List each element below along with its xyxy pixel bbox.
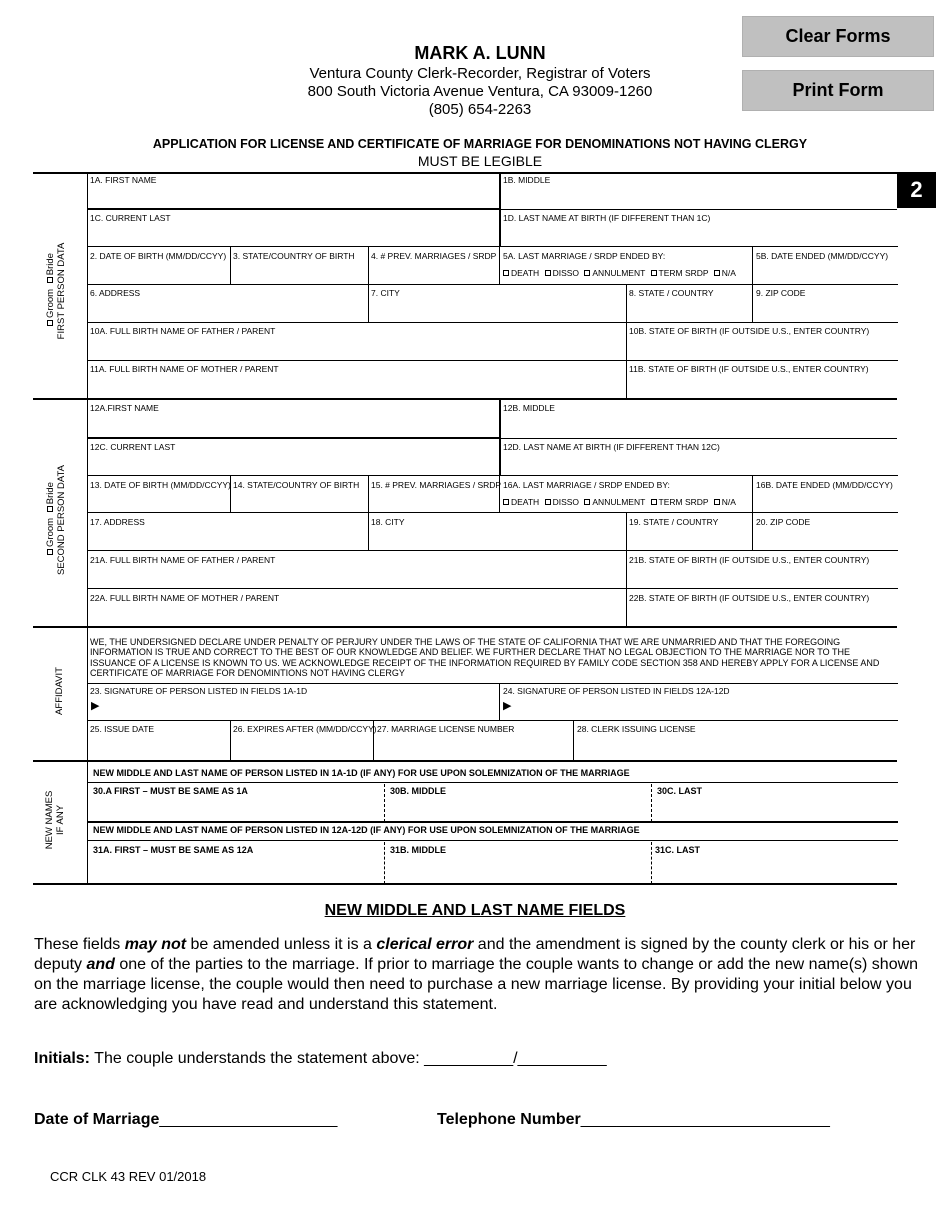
field-22a-label: 22A. FULL BIRTH NAME OF MOTHER / PARENT <box>90 593 280 603</box>
na-checkbox[interactable] <box>714 270 720 276</box>
disso-checkbox[interactable] <box>545 499 551 505</box>
new-names-heading-1: NEW MIDDLE AND LAST NAME OF PERSON LISTED IN 1A-1D (IF ANY) FOR USE UPON SOLEMNIZATION OF THE MARRIAGE <box>93 768 630 778</box>
groom-checkbox[interactable] <box>47 320 53 326</box>
bride-checkbox[interactable] <box>47 506 53 512</box>
office-line: Ventura County Clerk-Recorder, Registrar of Voters <box>309 65 651 82</box>
side-divider <box>87 172 88 884</box>
field-23-label: 23. SIGNATURE OF PERSON LISTED IN FIELDS 1A-1D <box>90 686 308 696</box>
date-of-marriage-line: Date of Marriage____________________ <box>34 1111 338 1128</box>
field-31b-label: 31B. MIDDLE <box>390 845 447 855</box>
field-13-label: 13. DATE OF BIRTH (MM/DD/CCYY) <box>90 480 231 490</box>
field-11b-label: 11B. STATE OF BIRTH (IF OUTSIDE U.S., ENTER COUNTRY) <box>629 364 869 374</box>
field-5b-label: 5B. DATE ENDED (MM/DD/CCYY) <box>756 251 889 261</box>
field-12d-label: 12D. LAST NAME AT BIRTH (IF DIFFERENT THAN 12C) <box>503 442 720 452</box>
field-8-label: 8. STATE / COUNTRY <box>629 288 714 298</box>
field-27-label: 27. MARRIAGE LICENSE NUMBER <box>377 724 515 734</box>
field-1c-label: 1C. CURRENT LAST <box>90 213 171 223</box>
field-28-label: 28. CLERK ISSUING LICENSE <box>577 724 696 734</box>
field-4-label: 4. # PREV. MARRIAGES / SRDP <box>371 251 497 261</box>
form-code: CCR CLK 43 REV 01/2018 <box>50 1169 207 1184</box>
field-21b-label: 21B. STATE OF BIRTH (IF OUTSIDE U.S., ENTER COUNTRY) <box>629 555 870 565</box>
phone-line: (805) 654-2263 <box>428 101 532 118</box>
field-21a-label: 21A. FULL BIRTH NAME OF FATHER / PARENT <box>90 555 276 565</box>
field-1d-label: 1D. LAST NAME AT BIRTH (IF DIFFERENT THAN 1C) <box>503 213 711 223</box>
disso-checkbox[interactable] <box>545 270 551 276</box>
affidavit-text: WE, THE UNDERSIGNED DECLARE UNDER PENALTY OF PERJURY UNDER THE LAWS OF THE STATE OF CALIFORNIA THAT WE ARE UNMARRIED AND THAT THE FOREGOING INFORMATION IS TRUE AND CORRECT TO THE BEST OF OUR KNOWLEDGE AND BELIEF. WE FURTHER DECLARE THAT NO LEGAL OBJECTION TO THE MARRIAGE NOR TO THE ISSUANCE OF A LICENSE IS KNOWN TO US. WE ACKNOWLEDGE RECEIPT OF THE INFORMATION REQUIRED BY FAMILY CODE SECTION 358 AND HEREBY APPLY FOR A LICENSE AND CERTIFICATE OF MARRIAGE FOR DENOMINTIONS NOT HAVING CLERGY <box>90 637 880 679</box>
field-14-label: 14. STATE/COUNTRY OF BIRTH <box>233 480 360 490</box>
field-16b-label: 16B. DATE ENDED (MM/DD/CCYY) <box>756 480 893 490</box>
annulment-checkbox[interactable] <box>584 270 590 276</box>
field-11a-label: 11A. FULL BIRTH NAME OF MOTHER / PARENT <box>90 364 279 374</box>
form-title: APPLICATION FOR LICENSE AND CERTIFICATE OF MARRIAGE FOR DENOMINATIONS NOT HAVING CLERGY <box>152 137 808 151</box>
annulment-checkbox[interactable] <box>584 499 590 505</box>
field-6-label: 6. ADDRESS <box>90 288 141 298</box>
initials-line: Initials: The couple understands the statement above: __________/__________ <box>34 1050 607 1067</box>
field-24-label: 24. SIGNATURE OF PERSON LISTED IN FIELDS 12A-12D <box>503 686 730 696</box>
second-person-side-label: Groom Bride SECOND PERSON DATA <box>45 465 67 575</box>
field-20-label: 20. ZIP CODE <box>756 517 811 527</box>
page-number-badge: 2 <box>897 172 936 208</box>
field-5a-options: DEATH DISSO ANNULMENT TERM SRDP N/A <box>500 268 736 278</box>
field-1b-label: 1B. MIDDLE <box>503 175 551 185</box>
field-1a-label: 1A. FIRST NAME <box>90 175 157 185</box>
form-subtitle: MUST BE LEGIBLE <box>417 153 543 169</box>
term-srdp-checkbox[interactable] <box>651 270 657 276</box>
address-line: 800 South Victoria Avenue Ventura, CA 93009-1260 <box>307 83 653 100</box>
field-22b-label: 22B. STATE OF BIRTH (IF OUTSIDE U.S., ENTER COUNTRY) <box>629 593 870 603</box>
death-checkbox[interactable] <box>503 499 509 505</box>
field-12a-label: 12A.FIRST NAME <box>90 403 159 413</box>
signature-23-arrow-icon: ▶ <box>91 700 100 712</box>
field-30a-label: 30.A FIRST – MUST BE SAME AS 1A <box>93 786 248 796</box>
field-19-label: 19. STATE / COUNTRY <box>629 517 719 527</box>
field-10a-label: 10A. FULL BIRTH NAME OF FATHER / PARENT <box>90 326 276 336</box>
field-3-label: 3. STATE/COUNTRY OF BIRTH <box>233 251 355 261</box>
initials-blank[interactable]: __________/__________ <box>424 1050 607 1067</box>
notice-title: NEW MIDDLE AND LAST NAME FIELDS <box>324 902 626 919</box>
field-9-label: 9. ZIP CODE <box>756 288 806 298</box>
death-checkbox[interactable] <box>503 270 509 276</box>
field-7-label: 7. CITY <box>371 288 400 298</box>
field-12c-label: 12C. CURRENT LAST <box>90 442 176 452</box>
field-10b-label: 10B. STATE OF BIRTH (IF OUTSIDE U.S., ENTER COUNTRY) <box>629 326 870 336</box>
new-names-side-label: NEW NAMES IF ANY <box>44 790 66 850</box>
date-of-marriage-blank[interactable]: ____________________ <box>159 1111 338 1128</box>
telephone-blank[interactable]: ____________________________ <box>580 1111 830 1128</box>
bride-checkbox[interactable] <box>47 277 53 283</box>
field-30c-label: 30C. LAST <box>657 786 703 796</box>
clear-forms-button[interactable]: Clear Forms <box>742 16 934 57</box>
field-31c-label: 31C. LAST <box>655 845 701 855</box>
clerk-name: MARK A. LUNN <box>414 43 546 63</box>
groom-checkbox[interactable] <box>47 549 53 555</box>
field-17-label: 17. ADDRESS <box>90 517 145 527</box>
field-5a-label: 5A. LAST MARRIAGE / SRDP ENDED BY: <box>503 251 666 261</box>
field-30b-label: 30B. MIDDLE <box>390 786 447 796</box>
first-person-side-label: Groom Bride FIRST PERSON DATA <box>45 242 67 340</box>
field-16a-label: 16A. LAST MARRIAGE / SRDP ENDED BY: <box>503 480 670 490</box>
section-border <box>33 172 897 174</box>
na-checkbox[interactable] <box>714 499 720 505</box>
signature-24-arrow-icon: ▶ <box>503 700 512 712</box>
field-26-label: 26. EXPIRES AFTER (MM/DD/CCYY) <box>233 724 377 734</box>
field-12b-label: 12B. MIDDLE <box>503 403 555 413</box>
field-16a-options: DEATH DISSO ANNULMENT TERM SRDP N/A <box>500 497 736 507</box>
field-31a-label: 31A. FIRST – MUST BE SAME AS 12A <box>93 845 254 855</box>
field-2-label: 2. DATE OF BIRTH (MM/DD/CCYY) <box>90 251 227 261</box>
term-srdp-checkbox[interactable] <box>651 499 657 505</box>
affidavit-side-label: AFFIDAVIT <box>54 667 65 715</box>
new-names-heading-2: NEW MIDDLE AND LAST NAME OF PERSON LISTED IN 12A-12D (IF ANY) FOR USE UPON SOLEMNIZATION OF THE MARRIAGE <box>93 825 640 835</box>
field-15-label: 15. # PREV. MARRIAGES / SRDP <box>371 480 502 490</box>
notice-paragraph: These fields may not be amended unless it is a clerical error and the amendment is signed by the county clerk or his or her deputy and one of the parties to the marriage. If prior to marriage the couple wants to change or add the new name(s) shown on the marriage license, the couple would then need to purchase a new marriage license. By providing your initial below you are acknowledging you have read and understand this statement. <box>34 936 919 1013</box>
print-form-button[interactable]: Print Form <box>742 70 934 111</box>
field-25-label: 25. ISSUE DATE <box>90 724 155 734</box>
telephone-line: Telephone Number____________________________ <box>437 1111 830 1128</box>
field-18-label: 18. CITY <box>371 517 405 527</box>
